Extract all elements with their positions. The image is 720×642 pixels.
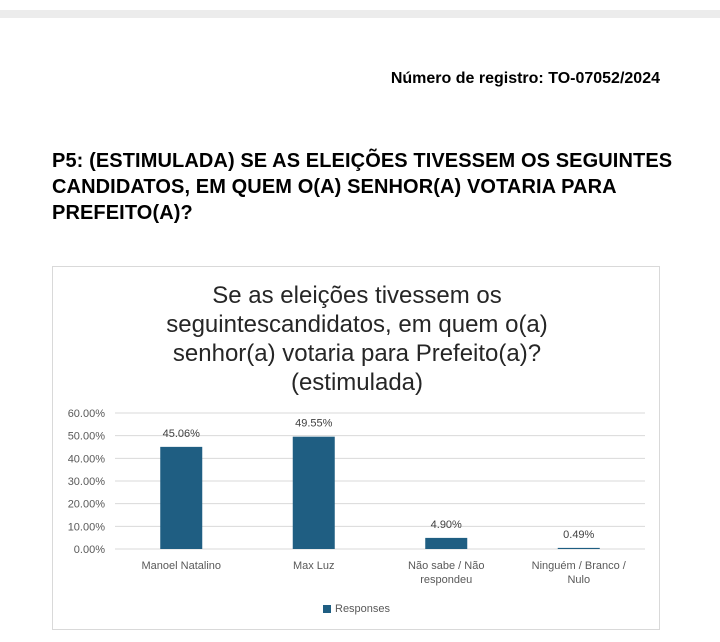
y-tick-label: 30.00% (67, 476, 105, 488)
data-label: 0.49% (563, 528, 595, 541)
x-tick-label: Nulo (567, 574, 591, 586)
registration-number: Número de registro: TO-07052/2024 (390, 70, 660, 87)
y-tick-label: 40.00% (67, 453, 105, 466)
bar (425, 538, 467, 549)
data-label: 49.55% (295, 417, 333, 430)
chart-legend (323, 603, 390, 615)
chart-title-line: Se as eleições tivessem os (212, 282, 502, 309)
chart-title-line: seguintescandidatos, em quem o(a) (166, 311, 548, 338)
x-tick-label: Manoel Natalino (141, 560, 221, 572)
x-tick-label: Ninguém / Branco / (531, 560, 626, 572)
y-tick-label: 20.00% (67, 498, 105, 511)
bar-chart (53, 267, 659, 629)
y-tick-label: 50.00% (67, 430, 105, 443)
chart-title-line: (estimulada) (290, 369, 424, 396)
chart-container (52, 266, 660, 630)
legend-swatch (323, 605, 331, 613)
data-label: 45.06% (162, 427, 200, 440)
x-tick-label: Não sabe / Não (408, 560, 485, 572)
y-tick-label: 0.00% (73, 544, 105, 556)
x-tick-label: Max Luz (292, 560, 335, 572)
chart-title-line: senhor(a) votaria para Prefeito(a)? (172, 340, 542, 367)
legend-label: Responses (335, 603, 391, 615)
top-strip (0, 0, 720, 18)
data-label: 4.90% (430, 518, 462, 531)
y-tick-label: 10.00% (67, 521, 105, 534)
x-tick-label: respondeu (420, 574, 473, 586)
bar (293, 437, 335, 549)
top-band (0, 10, 720, 18)
bar (558, 548, 600, 549)
bar (160, 447, 202, 549)
y-tick-label: 60.00% (67, 408, 105, 420)
question-heading: P5: (ESTIMULADA) SE AS ELEIÇÕES TIVESSEM OS SEGUINTES CANDIDATOS, EM QUEM O(A) SENHOR(A) VOTARIA PARA PREFEITO(A)? (52, 150, 673, 224)
